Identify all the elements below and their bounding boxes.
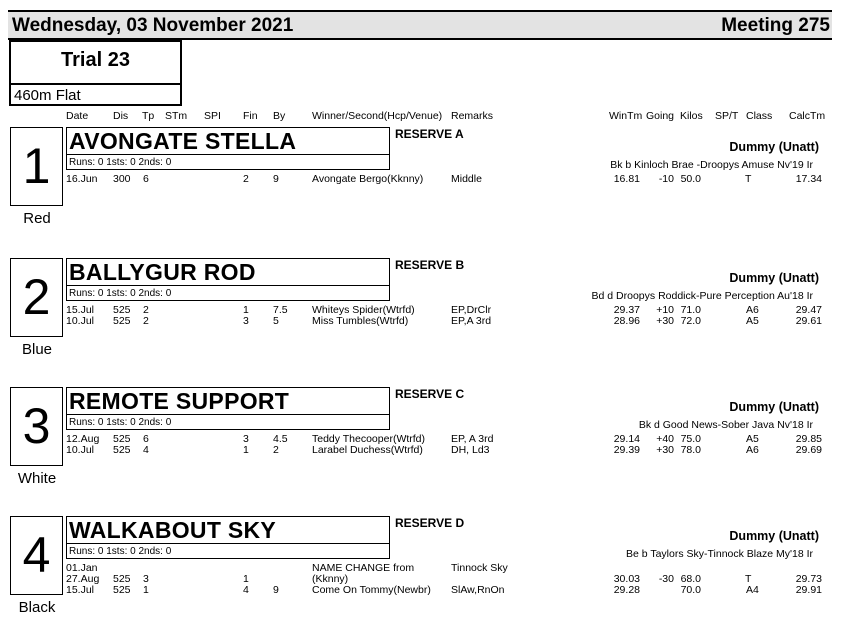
runs-summary: Runs: 0 1sts: 0 2nds: 0 <box>69 157 172 168</box>
greyhound-divider <box>67 285 389 286</box>
form-winner: Avongate Bergo(Kknny) <box>312 173 424 185</box>
col-going: Going <box>646 110 675 122</box>
form-wintm: 29.14 <box>613 433 640 445</box>
form-by: 2 <box>273 444 279 456</box>
form-kilos: 68.0 <box>680 573 701 585</box>
trap-number: 4 <box>10 516 63 595</box>
reserve-label: RESERVE C <box>395 387 465 401</box>
form-calctm: 29.73 <box>795 573 822 585</box>
form-date: 15.Jul <box>66 304 95 316</box>
trap-colour: Black <box>18 599 56 616</box>
greyhound-name: AVONGATE STELLA <box>69 128 297 154</box>
trap-number: 1 <box>10 127 63 206</box>
form-dis: 525 <box>113 584 131 596</box>
form-winner: Teddy Thecooper(Wtrfd) <box>312 433 426 445</box>
runs-summary: Runs: 0 1sts: 0 2nds: 0 <box>69 288 172 299</box>
reserve-label: RESERVE A <box>395 127 464 141</box>
form-dis: 525 <box>113 444 131 456</box>
form-date: 15.Jul <box>66 584 95 596</box>
runs-summary: Runs: 0 1sts: 0 2nds: 0 <box>69 417 172 428</box>
form-kilos: 50.0 <box>680 173 701 185</box>
form-fin: 3 <box>243 315 249 327</box>
col-spi: SPI <box>204 110 221 122</box>
trainer-name: Dummy (Unatt) <box>729 271 819 285</box>
reserve-label: RESERVE B <box>395 258 465 272</box>
form-by: 9 <box>273 173 279 185</box>
form-going: -10 <box>658 173 674 185</box>
form-spt: T <box>745 573 752 585</box>
greyhound-box <box>66 258 390 301</box>
form-remarks: Tinnock Sky <box>451 562 508 574</box>
form-row <box>0 315 850 327</box>
form-date: 10.Jul <box>66 315 95 327</box>
form-tp: 6 <box>143 173 149 185</box>
form-class: A6 <box>746 444 759 456</box>
trial-box <box>9 40 182 106</box>
greyhound-box <box>66 387 390 430</box>
form-remarks: Middle <box>451 173 482 185</box>
form-going: +30 <box>656 315 674 327</box>
form-spt: T <box>745 173 752 185</box>
col-kilos: Kilos <box>680 110 703 122</box>
form-remarks: EP,A 3rd <box>451 315 492 327</box>
form-date: 01.Jan <box>66 562 98 574</box>
col-calctm: CalcTm <box>789 110 826 122</box>
form-fin: 1 <box>243 444 249 456</box>
form-winner: Larabel Duchess(Wtrfd) <box>312 444 423 456</box>
meeting-number: Meeting 275 <box>721 15 830 36</box>
form-winner: NAME CHANGE from <box>312 562 415 574</box>
trial-distance: 460m Flat <box>14 87 81 104</box>
trap-colour: Blue <box>21 341 53 358</box>
form-kilos: 71.0 <box>680 304 701 316</box>
col-wintm: WinTm <box>609 110 643 122</box>
meeting-date: Wednesday, 03 November 2021 <box>12 15 294 36</box>
form-calctm: 29.91 <box>795 584 822 596</box>
form-calctm: 29.85 <box>795 433 822 445</box>
form-date: 10.Jul <box>66 444 95 456</box>
form-date: 16.Jun <box>66 173 98 185</box>
greyhound-box <box>66 127 390 170</box>
col-remarks: Remarks <box>451 110 494 122</box>
form-kilos: 72.0 <box>680 315 701 327</box>
col-fin: Fin <box>243 110 258 122</box>
form-going: +10 <box>656 304 674 316</box>
form-by: 5 <box>273 315 279 327</box>
form-dis: 525 <box>113 573 131 585</box>
form-class: A5 <box>746 315 759 327</box>
greyhound-name: REMOTE SUPPORT <box>69 388 290 414</box>
col-class: Class <box>746 110 773 122</box>
form-kilos: 70.0 <box>680 584 701 596</box>
col-spt: SP/T <box>715 110 739 122</box>
form-calctm: 29.47 <box>795 304 822 316</box>
col-dis: Dis <box>113 110 129 122</box>
form-remarks: SlAw,RnOn <box>451 584 505 596</box>
form-row <box>0 584 850 596</box>
breeding-info: Bd d Droopys Roddick-Pure Perception Au'18 Ir <box>591 290 813 302</box>
trainer-name: Dummy (Unatt) <box>729 400 819 414</box>
form-tp: 2 <box>143 315 149 327</box>
form-date: 27.Aug <box>66 573 100 585</box>
breeding-info: Be b Taylors Sky-Tinnock Blaze My'18 Ir <box>626 548 813 560</box>
form-going: +30 <box>656 444 674 456</box>
form-row <box>0 173 850 185</box>
form-by: 9 <box>273 584 279 596</box>
col-by: By <box>273 110 286 122</box>
form-remarks: DH, Ld3 <box>451 444 490 456</box>
greyhound-divider <box>67 543 389 544</box>
form-by: 7.5 <box>273 304 288 316</box>
form-row <box>0 444 850 456</box>
form-class: A4 <box>746 584 759 596</box>
form-kilos: 75.0 <box>680 433 701 445</box>
form-going: +40 <box>656 433 674 445</box>
form-calctm: 17.34 <box>795 173 822 185</box>
form-fin: 1 <box>243 304 249 316</box>
col-winner: Winner/Second(Hcp/Venue) <box>312 110 443 122</box>
form-fin: 2 <box>243 173 249 185</box>
form-fin: 3 <box>243 433 249 445</box>
form-wintm: 29.39 <box>613 444 640 456</box>
form-dis: 525 <box>113 433 131 445</box>
form-wintm: 29.37 <box>613 304 640 316</box>
form-winner: (Kknny) <box>312 573 349 585</box>
form-wintm: 16.81 <box>613 173 640 185</box>
form-tp: 2 <box>143 304 149 316</box>
form-kilos: 78.0 <box>680 444 701 456</box>
breeding-info: Bk d Good News-Sober Java Nv'18 Ir <box>638 419 813 431</box>
form-by: 4.5 <box>273 433 288 445</box>
form-tp: 4 <box>143 444 149 456</box>
form-winner: Miss Tumbles(Wtrfd) <box>312 315 409 327</box>
form-remarks: EP, A 3rd <box>451 433 494 445</box>
greyhound-name: BALLYGUR ROD <box>69 259 256 285</box>
form-wintm: 28.96 <box>613 315 640 327</box>
form-winner: Come On Tommy(Newbr) <box>312 584 431 596</box>
trial-divider <box>11 83 180 85</box>
form-going: -30 <box>658 573 674 585</box>
form-dis: 300 <box>113 173 131 185</box>
form-wintm: 30.03 <box>613 573 640 585</box>
trainer-name: Dummy (Unatt) <box>729 529 819 543</box>
form-tp: 1 <box>143 584 149 596</box>
col-tp: Tp <box>142 110 155 122</box>
form-tp: 3 <box>143 573 149 585</box>
form-wintm: 29.28 <box>613 584 640 596</box>
runner-section <box>0 127 850 252</box>
form-date: 12.Aug <box>66 433 100 445</box>
form-remarks: EP,DrClr <box>451 304 492 316</box>
trap-number: 3 <box>10 387 63 466</box>
col-date: Date <box>66 110 89 122</box>
runner-section <box>0 387 850 512</box>
form-class: A6 <box>746 304 759 316</box>
form-dis: 525 <box>113 304 131 316</box>
breeding-info: Bk b Kinloch Brae -Droopys Amuse Nv'19 Ir <box>610 159 813 171</box>
trial-name: Trial 23 <box>61 49 130 71</box>
runner-section <box>0 516 850 641</box>
form-fin: 1 <box>243 573 249 585</box>
form-dis: 525 <box>113 315 131 327</box>
form-calctm: 29.69 <box>795 444 822 456</box>
form-fin: 4 <box>243 584 249 596</box>
form-winner: Whiteys Spider(Wtrfd) <box>312 304 415 316</box>
form-tp: 6 <box>143 433 149 445</box>
trap-colour: Red <box>23 210 51 227</box>
greyhound-name: WALKABOUT SKY <box>69 517 277 543</box>
col-stm: STm <box>165 110 188 122</box>
runner-section <box>0 258 850 383</box>
reserve-label: RESERVE D <box>395 516 465 530</box>
trap-colour: White <box>17 470 57 487</box>
runs-summary: Runs: 0 1sts: 0 2nds: 0 <box>69 546 172 557</box>
trap-number: 2 <box>10 258 63 337</box>
greyhound-divider <box>67 414 389 415</box>
greyhound-divider <box>67 154 389 155</box>
page-header <box>8 10 832 40</box>
trainer-name: Dummy (Unatt) <box>729 140 819 154</box>
form-calctm: 29.61 <box>795 315 822 327</box>
greyhound-box <box>66 516 390 559</box>
form-class: A5 <box>746 433 759 445</box>
